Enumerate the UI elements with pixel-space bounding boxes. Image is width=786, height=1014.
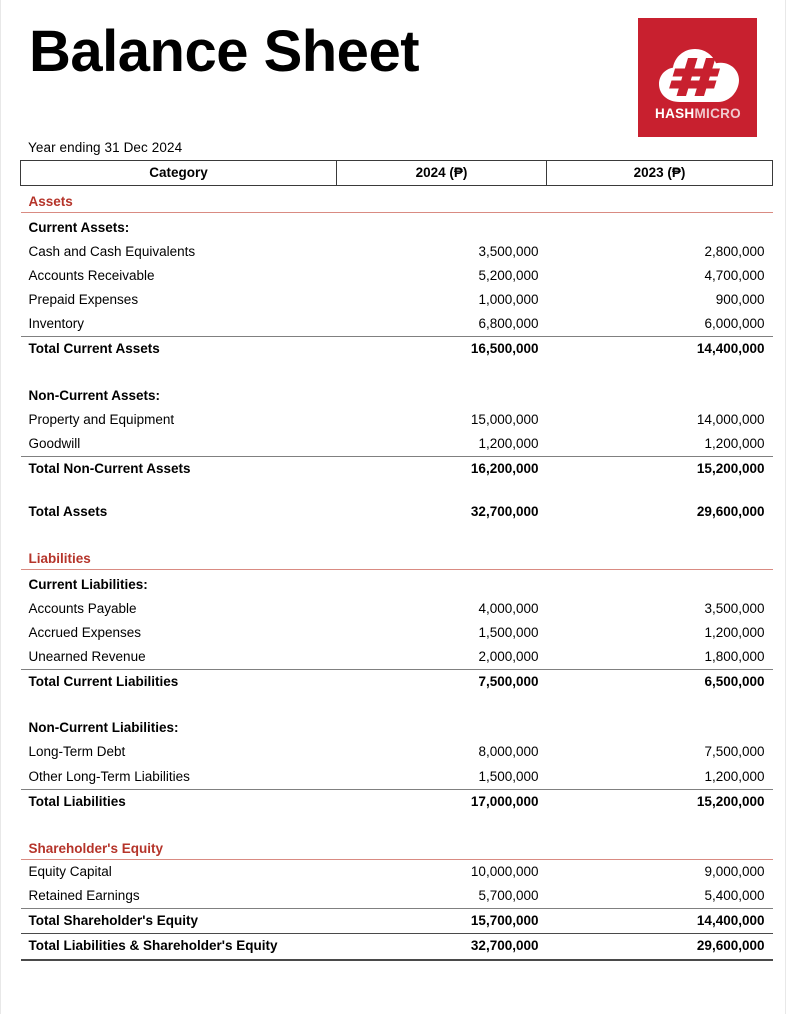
value-2024: 1,200,000 (478, 435, 539, 451)
row-label: Accrued Expenses (28, 625, 142, 641)
value-2024: 2,000,000 (478, 649, 539, 665)
value-2024 (337, 186, 547, 213)
value-2023 (547, 186, 773, 213)
spacer-cell (21, 694, 773, 713)
reporting-period: Year ending 31 Dec 2024 (28, 140, 183, 155)
row-label: Non-Current Assets: (28, 387, 161, 403)
value-2024: 15,700,000 (337, 908, 547, 933)
table-row (21, 500, 773, 524)
value-2023: 3,500,000 (704, 601, 765, 617)
table-row (21, 570, 773, 598)
page-title: Balance Sheet (29, 19, 420, 84)
spacer-cell (21, 481, 773, 500)
row-label: Equity Capital (28, 863, 112, 879)
value-2023 (547, 833, 773, 860)
value-2023: 5,400,000 (704, 887, 765, 903)
spacer-cell (21, 362, 773, 381)
table-row (21, 621, 773, 645)
section-heading: Shareholder's Equity (21, 833, 337, 860)
table-row (21, 740, 773, 764)
value-2023: 1,200,000 (704, 768, 765, 784)
value-2023: 6,000,000 (704, 316, 765, 332)
row-label: Total Assets (28, 503, 108, 519)
value-2024: 8,000,000 (478, 744, 539, 760)
value-2024: 4,000,000 (478, 601, 539, 617)
row-label: Property and Equipment (28, 411, 175, 427)
value-2024: 5,700,000 (478, 887, 539, 903)
value-2023: 4,700,000 (704, 268, 765, 284)
value-2024 (337, 713, 547, 740)
table-row (21, 337, 773, 362)
value-2023: 29,600,000 (547, 934, 773, 961)
table-row (21, 408, 773, 432)
value-2024 (337, 543, 547, 570)
row-label: Total Non-Current Assets (21, 456, 337, 481)
balance-sheet-table-wrap (20, 160, 772, 961)
table-row (21, 713, 773, 740)
section-heading: Liabilities (21, 543, 337, 570)
value-2024: 5,200,000 (478, 268, 539, 284)
value-2024: 6,800,000 (478, 316, 539, 332)
value-2024: 16,500,000 (337, 337, 547, 362)
row-label: Unearned Revenue (28, 649, 146, 665)
section-heading: Assets (21, 186, 337, 213)
document-header (1, 0, 785, 155)
table-row (21, 288, 773, 312)
row-label: Long-Term Debt (28, 744, 126, 760)
value-2024: 1,500,000 (478, 768, 539, 784)
value-2024: 3,500,000 (478, 244, 539, 260)
value-2023: 14,000,000 (696, 411, 765, 427)
row-label: Inventory (28, 316, 85, 332)
value-2023: 2,800,000 (704, 244, 765, 260)
row-label: Total Liabilities & Shareholder's Equity (21, 934, 337, 961)
value-2024: 1,500,000 (478, 625, 539, 641)
table-row (21, 264, 773, 288)
value-2023 (547, 570, 773, 598)
value-2024: 17,000,000 (337, 789, 547, 814)
value-2023: 9,000,000 (704, 863, 765, 879)
value-2023: 15,200,000 (547, 789, 773, 814)
table-row (21, 884, 773, 909)
table-row (21, 240, 773, 264)
value-2024: 32,700,000 (470, 503, 539, 519)
row-label: Accounts Receivable (28, 268, 155, 284)
table-row (21, 312, 773, 337)
row-label: Accounts Payable (28, 601, 137, 617)
column-header-2023: 2023 (₱) (547, 161, 773, 186)
row-label: Non-Current Liabilities: (28, 720, 179, 736)
row-label: Total Liabilities (21, 789, 337, 814)
logo-word-secondary: MICRO (693, 105, 741, 121)
value-2023: 14,400,000 (547, 908, 773, 933)
table-row (21, 213, 773, 241)
value-2024: 10,000,000 (470, 863, 539, 879)
table-body (21, 186, 773, 961)
table-row (21, 833, 773, 860)
table-row (21, 543, 773, 570)
value-2024: 15,000,000 (470, 411, 539, 427)
table-spacer-row (21, 524, 773, 543)
value-2023: 1,200,000 (704, 435, 765, 451)
value-2024: 16,200,000 (337, 456, 547, 481)
value-2024 (337, 570, 547, 598)
table-row (21, 789, 773, 814)
table-row (21, 186, 773, 213)
value-2023: 6,500,000 (547, 670, 773, 695)
svg-text:HASHMICRO (655, 106, 741, 121)
table-spacer-row (21, 481, 773, 500)
balance-sheet-table (20, 160, 773, 961)
value-2023: 14,400,000 (547, 337, 773, 362)
table-row (21, 381, 773, 408)
row-label: Total Shareholder's Equity (21, 908, 337, 933)
row-label: Total Current Assets (21, 337, 337, 362)
table-row (21, 859, 773, 884)
hashmicro-logo (638, 18, 757, 137)
table-row (21, 670, 773, 695)
table-row (21, 908, 773, 933)
row-label: Prepaid Expenses (28, 292, 139, 308)
value-2023 (547, 713, 773, 740)
row-label: Current Liabilities: (28, 577, 148, 593)
column-header-2024: 2024 (₱) (337, 161, 547, 186)
row-label: Current Assets: (28, 220, 130, 236)
row-label: Cash and Cash Equivalents (28, 244, 196, 260)
table-row (21, 934, 773, 961)
table-spacer-row (21, 814, 773, 833)
value-2023: 7,500,000 (704, 744, 765, 760)
table-row (21, 765, 773, 790)
value-2024 (337, 381, 547, 408)
logo-word-primary: HASH (654, 105, 694, 121)
value-2023: 15,200,000 (547, 456, 773, 481)
table-spacer-row (21, 694, 773, 713)
row-label: Other Long-Term Liabilities (28, 768, 190, 784)
value-2024 (337, 833, 547, 860)
table-row (21, 432, 773, 457)
spacer-cell (21, 814, 773, 833)
table-row (21, 597, 773, 621)
value-2023 (547, 381, 773, 408)
value-2023: 1,200,000 (704, 625, 765, 641)
value-2024: 1,000,000 (478, 292, 539, 308)
column-header-category: Category (21, 161, 337, 186)
value-2023 (547, 213, 773, 241)
value-2024: 7,500,000 (337, 670, 547, 695)
spacer-cell (21, 524, 773, 543)
row-label: Total Current Liabilities (21, 670, 337, 695)
value-2024: 32,700,000 (337, 934, 547, 961)
row-label: Retained Earnings (28, 887, 140, 903)
value-2023: 1,800,000 (704, 649, 765, 665)
row-label: Goodwill (28, 435, 81, 451)
value-2023: 29,600,000 (696, 503, 765, 519)
table-header (21, 161, 773, 186)
value-2023 (547, 543, 773, 570)
value-2024 (337, 213, 547, 241)
table-row (21, 456, 773, 481)
table-header-row (21, 161, 773, 186)
table-spacer-row (21, 362, 773, 381)
table-row (21, 645, 773, 670)
value-2023: 900,000 (715, 292, 765, 308)
